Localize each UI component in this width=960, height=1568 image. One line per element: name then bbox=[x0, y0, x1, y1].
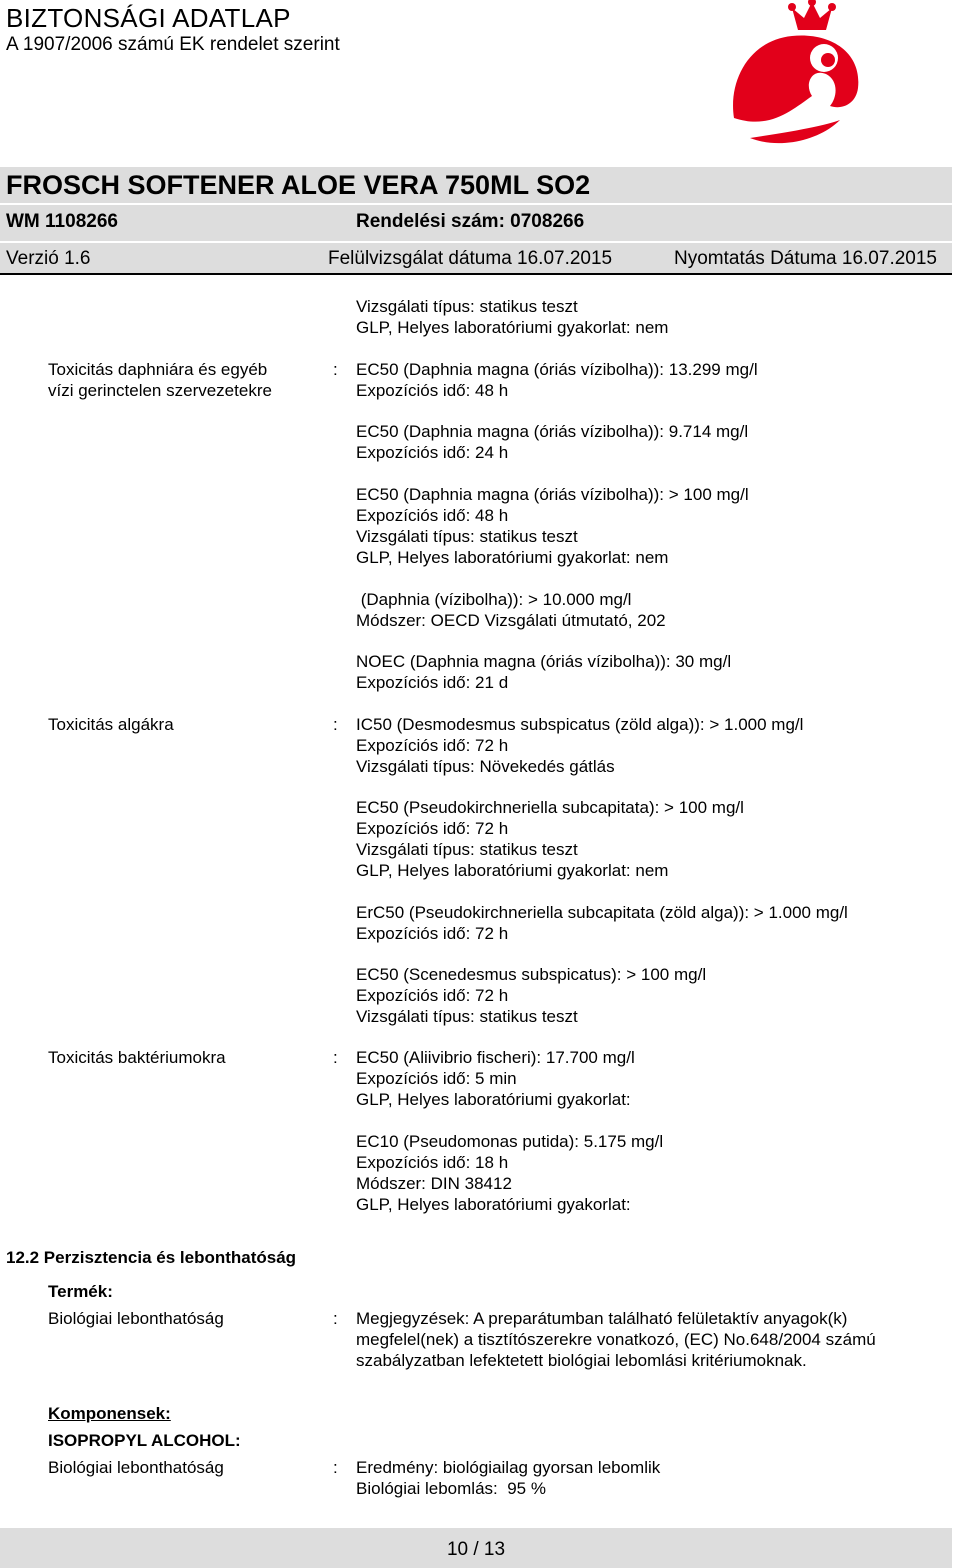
daphnia-value: Expozíciós idő: 48 h bbox=[356, 381, 509, 400]
algae-value: GLP, Helyes laboratóriumi gyakorlat: nem bbox=[356, 861, 669, 880]
product-name: FROSCH SOFTENER ALOE VERA 750ML SO2 bbox=[6, 170, 591, 200]
daphnia-value: Expozíciós idő: 21 d bbox=[356, 673, 509, 692]
algae-value: Vizsgálati típus: statikus teszt bbox=[356, 840, 578, 859]
algae-label: Toxicitás algákra bbox=[48, 715, 174, 734]
daphnia-value: EC50 (Daphnia magna (óriás vízibolha)): 9.714 mg/l bbox=[356, 422, 749, 441]
regulation-subtitle: A 1907/2006 számú EK rendelet szerint bbox=[6, 34, 340, 55]
version: Verzió 1.6 bbox=[6, 248, 91, 269]
daphnia-value: Expozíciós idő: 48 h bbox=[356, 506, 509, 525]
component-bio-value: Biológiai lebomlás: 95 % bbox=[356, 1479, 546, 1498]
component-bio-label: Biológiai lebonthatóság bbox=[48, 1458, 224, 1477]
biodegradability-value: megfelel(nek) a tisztítószerekre vonatkozó, (EC) No.648/2004 számú bbox=[356, 1330, 876, 1349]
glp-line: GLP, Helyes laboratóriumi gyakorlat: nem bbox=[356, 318, 669, 337]
algae-value: ErC50 (Pseudokirchneriella subcapitata (zöld alga)): > 1.000 mg/l bbox=[356, 903, 848, 922]
frosch-logo-icon bbox=[720, 0, 868, 148]
daphnia-value: EC50 (Daphnia magna (óriás vízibolha)): > 100 mg/l bbox=[356, 485, 749, 504]
algae-value: Vizsgálati típus: Növekedés gátlás bbox=[356, 757, 615, 776]
section-heading: 12.2 Perzisztencia és lebonthatóság bbox=[6, 1248, 297, 1267]
colon: : bbox=[333, 1048, 338, 1067]
algae-value: Expozíciós idő: 72 h bbox=[356, 819, 509, 838]
biodegradability-value: szabályzatban lefektetett biológiai lebomlási kritériumoknak. bbox=[356, 1351, 807, 1370]
daphnia-label-cont: vízi gerinctelen szervezetekre bbox=[48, 381, 272, 400]
components-heading: Komponensek: bbox=[48, 1404, 171, 1423]
colon: : bbox=[333, 1458, 338, 1477]
bacteria-value: Módszer: DIN 38412 bbox=[356, 1174, 512, 1193]
algae-value: Expozíciós idő: 72 h bbox=[356, 736, 509, 755]
algae-value: EC50 (Scenedesmus subspicatus): > 100 mg/l bbox=[356, 965, 707, 984]
bacteria-value: EC10 (Pseudomonas putida): 5.175 mg/l bbox=[356, 1132, 664, 1151]
component-bio-value: Eredmény: biológiailag gyorsan lebomlik bbox=[356, 1458, 661, 1477]
component-name: ISOPROPYL ALCOHOL: bbox=[48, 1431, 241, 1450]
colon: : bbox=[333, 360, 338, 379]
print-date: Nyomtatás Dátuma 16.07.2015 bbox=[674, 248, 937, 269]
biodegradability-label: Biológiai lebonthatóság bbox=[48, 1309, 224, 1328]
algae-value: Vizsgálati típus: statikus teszt bbox=[356, 1007, 578, 1026]
daphnia-value: GLP, Helyes laboratóriumi gyakorlat: nem bbox=[356, 548, 669, 567]
algae-value: EC50 (Pseudokirchneriella subcapitata): > 100 mg/l bbox=[356, 798, 744, 817]
daphnia-label: Toxicitás daphniára és egyéb bbox=[48, 360, 268, 379]
bacteria-value: Expozíciós idő: 18 h bbox=[356, 1153, 509, 1172]
daphnia-value: NOEC (Daphnia magna (óriás vízibolha)): 30 mg/l bbox=[356, 652, 732, 671]
colon: : bbox=[333, 715, 338, 734]
colon: : bbox=[333, 1309, 338, 1328]
revision-date: Felülvizsgálat dátuma 16.07.2015 bbox=[328, 248, 613, 269]
document-title: BIZTONSÁGI ADATLAP bbox=[6, 3, 291, 33]
daphnia-value: (Daphnia (vízibolha)): > 10.000 mg/l bbox=[356, 590, 632, 609]
daphnia-value: Vizsgálati típus: statikus teszt bbox=[356, 527, 578, 546]
algae-value: Expozíciós idő: 72 h bbox=[356, 924, 509, 943]
order-number: Rendelési szám: 0708266 bbox=[356, 211, 585, 232]
daphnia-value: EC50 (Daphnia magna (óriás vízibolha)): 13.299 mg/l bbox=[356, 360, 758, 379]
algae-value: IC50 (Desmodesmus subspicatus (zöld alga)): > 1.000 mg/l bbox=[356, 715, 804, 734]
bacteria-value: EC50 (Aliivibrio fischeri): 17.700 mg/l bbox=[356, 1048, 635, 1067]
bacteria-value: GLP, Helyes laboratóriumi gyakorlat: bbox=[356, 1195, 631, 1214]
bacteria-value: Expozíciós idő: 5 min bbox=[356, 1069, 517, 1088]
page-number: 10 / 13 bbox=[446, 1539, 506, 1560]
bacteria-value: GLP, Helyes laboratóriumi gyakorlat: bbox=[356, 1090, 631, 1109]
product-heading: Termék: bbox=[48, 1282, 113, 1301]
daphnia-value: Módszer: OECD Vizsgálati útmutató, 202 bbox=[356, 611, 666, 630]
test-type: Vizsgálati típus: statikus teszt bbox=[356, 297, 578, 316]
algae-value: Expozíciós idő: 72 h bbox=[356, 986, 509, 1005]
wm-number: WM 1108266 bbox=[6, 211, 118, 232]
daphnia-value: Expozíciós idő: 24 h bbox=[356, 443, 509, 462]
bacteria-label: Toxicitás baktériumokra bbox=[48, 1048, 226, 1067]
biodegradability-value: Megjegyzések: A preparátumban található felületaktív anyagok(k) bbox=[356, 1309, 848, 1328]
